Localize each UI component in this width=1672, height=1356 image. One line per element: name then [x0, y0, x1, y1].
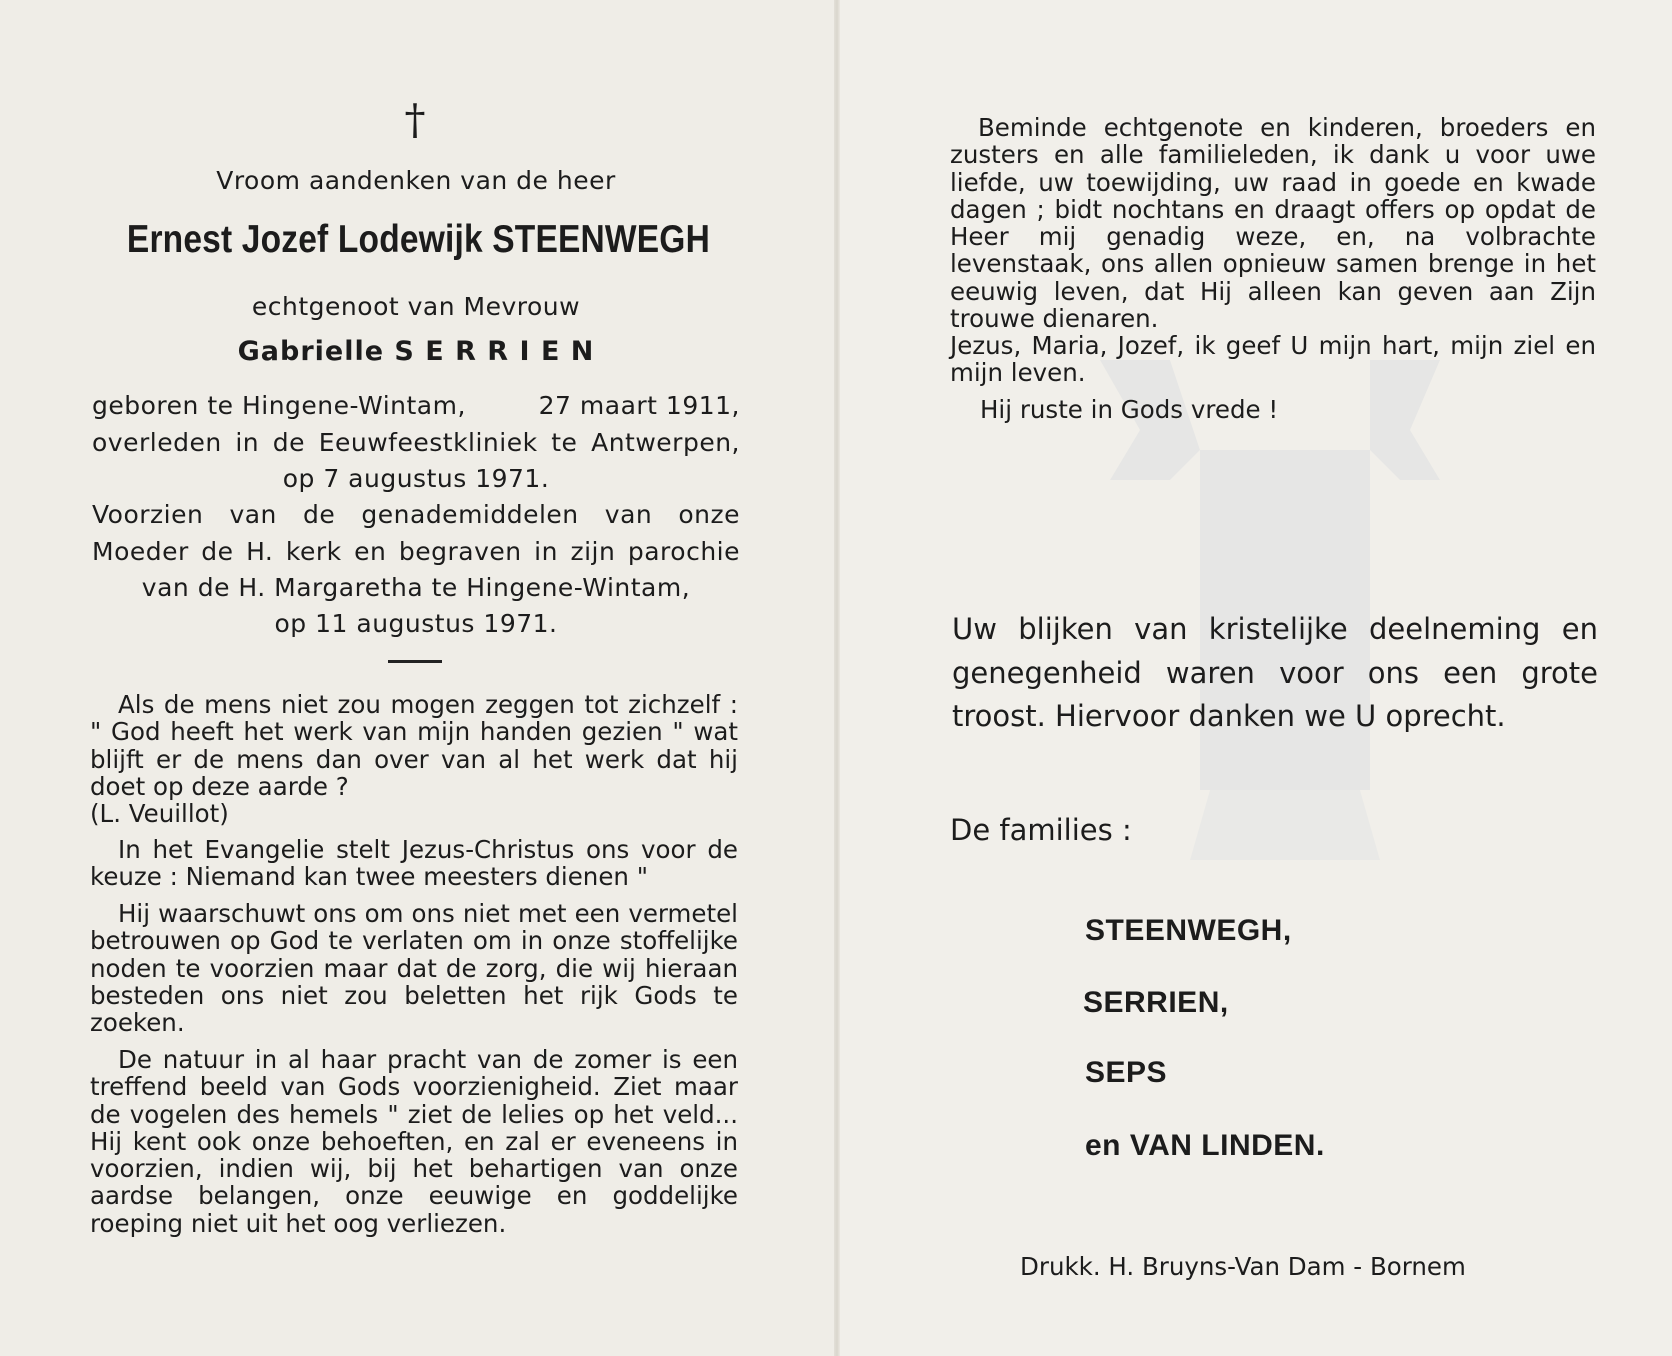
birth-place: geboren te Hingene-Wintam,	[92, 391, 466, 420]
family-name: STEENWEGH,	[1085, 914, 1292, 947]
thanks-text: Uw blijken van kristelijke deelneming en genegenheid waren voor ons een grote troost. Hiervoor danken we U oprecht.	[952, 612, 1598, 733]
cross-symbol: †	[404, 95, 426, 144]
deceased-name: Ernest Jozef Lodewijk STEENWEGH	[126, 218, 710, 261]
family-name: SEPS	[1085, 1056, 1168, 1089]
quote-2: In het Evangelie stelt Jezus-Christus ons voor de keuze : Niemand kan twee meesters dienen "	[90, 835, 738, 892]
rest-in-peace: Hij ruste in Gods vrede !	[980, 395, 1279, 424]
family-name: en VAN LINDEN.	[1085, 1129, 1325, 1162]
birth-date: 27 maart 1911,	[538, 391, 740, 420]
spouse-intro: echtgenoot van Mevrouw	[251, 292, 581, 321]
birth-line	[92, 391, 740, 420]
prayer-text: Beminde echtgenote en kinderen, broeders en zusters en alle familieleden, ik dank u voor uwe liefde, uw toewijding, uw raad in goede en kwade dagen ; bidt nochtans en draagt offers op opdat de Heer mij genadig weze, en, na volbrachte levenstaak, ons allen opnieuw samen brenge in het eeuwig leven, dat Hij alleen kan geven aan Zijn trouwe dienaren.	[950, 113, 1596, 334]
spouse-name: Gabrielle S E R R I E N	[237, 336, 595, 367]
divider	[388, 660, 442, 663]
death-date: op 7 augustus 1971.	[282, 464, 550, 493]
death-line: overleden in de Eeuwfeestkliniek te Antwerpen,	[92, 428, 740, 457]
sacrament-line-1: Voorzien van de genademiddelen van onze	[92, 500, 740, 529]
families-label: De families :	[950, 813, 1132, 847]
quote-1: Als de mens niet zou mogen zeggen tot zichzelf : " God heeft het werk van mijn handen gezien " wat blijft er de mens dan over van al het werk dat hij doet op deze aarde ?	[90, 690, 738, 801]
prayer-text-2: Jezus, Maria, Jozef, ik geef U mijn hart, mijn ziel en mijn leven.	[950, 331, 1596, 388]
intro-text: Vroom aandenken van de heer	[216, 166, 616, 195]
quote-3: Hij waarschuwt ons om ons niet met een vermetel betrouwen op God te verlaten om in onze stoffelijke noden te voorzien maar dat de zorg, die wij hieraan besteden ons niet zou beletten het rijk Gods te zoeken.	[90, 899, 738, 1038]
sacrament-line-2: Moeder de H. kerk en begraven in zijn parochie	[92, 537, 740, 566]
card-fold	[834, 0, 840, 1356]
family-name: SERRIEN,	[1083, 986, 1229, 1019]
quote-4: De natuur in al haar pracht van de zomer is een treffend beeld van Gods voorzienigheid. Ziet maar de vogelen des hemels " ziet de lelies op het veld... Hij kent ook onze behoeften, en zal er eveneens in voorzien, indien wij, bij het behartigen van onze aardse belangen, onze eeuwige en goddelijke roeping niet uit het oog verliezen.	[90, 1045, 738, 1238]
quote-1-author: (L. Veuillot)	[90, 799, 229, 828]
burial-date: op 11 augustus 1971.	[274, 609, 558, 638]
sacrament-line-3: van de H. Margaretha te Hingene-Wintam,	[141, 573, 691, 602]
printer-credit: Drukk. H. Bruyns-Van Dam - Bornem	[1020, 1252, 1466, 1281]
